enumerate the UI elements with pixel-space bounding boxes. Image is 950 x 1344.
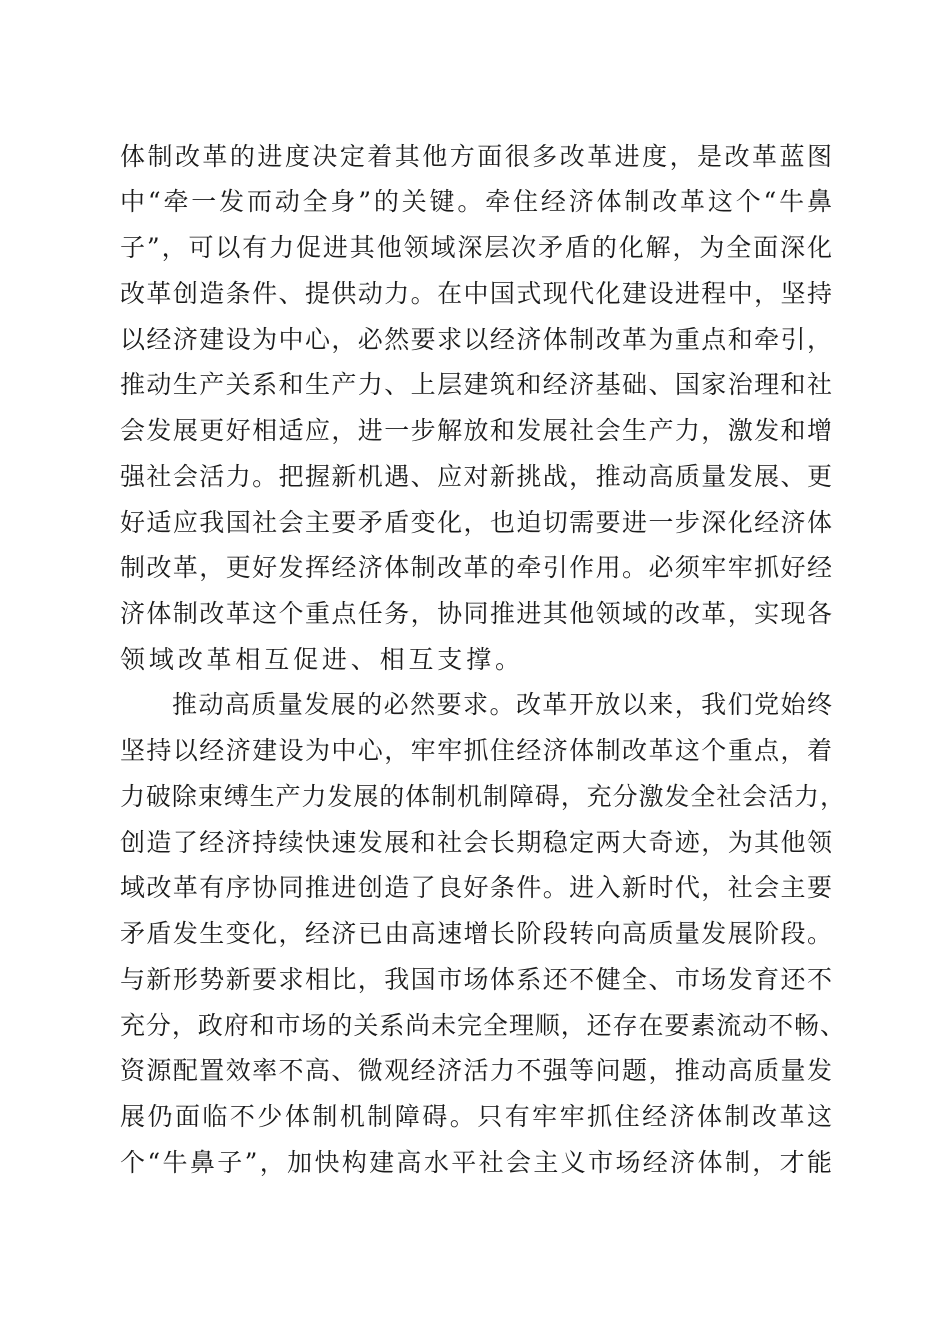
text-line-12: 领域改革相互促进、相互支撑。 bbox=[120, 645, 524, 674]
text-line-11: 济体制改革这个重点任务，协同推进其他领域的改革，实现各 bbox=[120, 599, 834, 628]
text-line-1: 体制改革的进度决定着其他方面很多改革进度，是改革蓝图 bbox=[120, 142, 835, 171]
text-line-10: 制改革，更好发挥经济体制改革的牵引作用。必须牢牢抓好经 bbox=[120, 553, 834, 582]
text-line-16: 创造了经济持续快速发展和社会长期稳定两大奇迹，为其他领 bbox=[120, 828, 834, 857]
text-line-13: 推动高质量发展的必然要求。改革开放以来，我们党始终 bbox=[172, 690, 834, 719]
text-line-2: 中“牵一发而动全身”的关键。牵住经济体制改革这个“牛鼻 bbox=[120, 187, 835, 216]
text-line-8: 强社会活力。把握新机遇、应对新挑战，推动高质量发展、更 bbox=[120, 462, 834, 491]
text-line-6: 推动生产关系和生产力、上层建筑和经济基础、国家治理和社 bbox=[120, 370, 834, 399]
text-line-7: 会发展更好相适应，进一步解放和发展社会生产力，激发和增 bbox=[120, 416, 834, 445]
text-line-9: 好适应我国社会主要矛盾变化，也迫切需要进一步深化经济体 bbox=[120, 508, 834, 537]
text-line-14: 坚持以经济建设为中心，牢牢抓住经济体制改革这个重点，着 bbox=[120, 736, 834, 765]
text-line-18: 矛盾发生变化，经济已由高速增长阶段转向高质量发展阶段。 bbox=[120, 919, 834, 948]
text-line-20: 充分，政府和市场的关系尚未完全理顺，还存在要素流动不畅、 bbox=[120, 1011, 846, 1040]
text-line-15: 力破除束缚生产力发展的体制机制障碍，充分激发全社会活力， bbox=[120, 782, 846, 811]
text-line-3: 子”，可以有力促进其他领域深层次矛盾的化解，为全面深化 bbox=[120, 233, 834, 262]
text-line-22: 展仍面临不少体制机制障碍。只有牢牢抓住经济体制改革这 bbox=[120, 1102, 835, 1131]
text-line-21: 资源配置效率不高、微观经济活力不强等问题，推动高质量发 bbox=[120, 1056, 834, 1085]
text-line-17: 域改革有序协同推进创造了良好条件。进入新时代，社会主要 bbox=[120, 873, 834, 902]
text-line-23: 个“牛鼻子”，加快构建高水平社会主义市场经济体制，才能 bbox=[120, 1148, 835, 1177]
text-line-5: 以经济建设为中心，必然要求以经济体制改革为重点和牵引， bbox=[120, 325, 834, 354]
text-line-4: 改革创造条件、提供动力。在中国式现代化建设进程中，坚持 bbox=[120, 279, 834, 308]
text-line-19: 与新形势新要求相比，我国市场体系还不健全、市场发育还不 bbox=[120, 965, 834, 994]
